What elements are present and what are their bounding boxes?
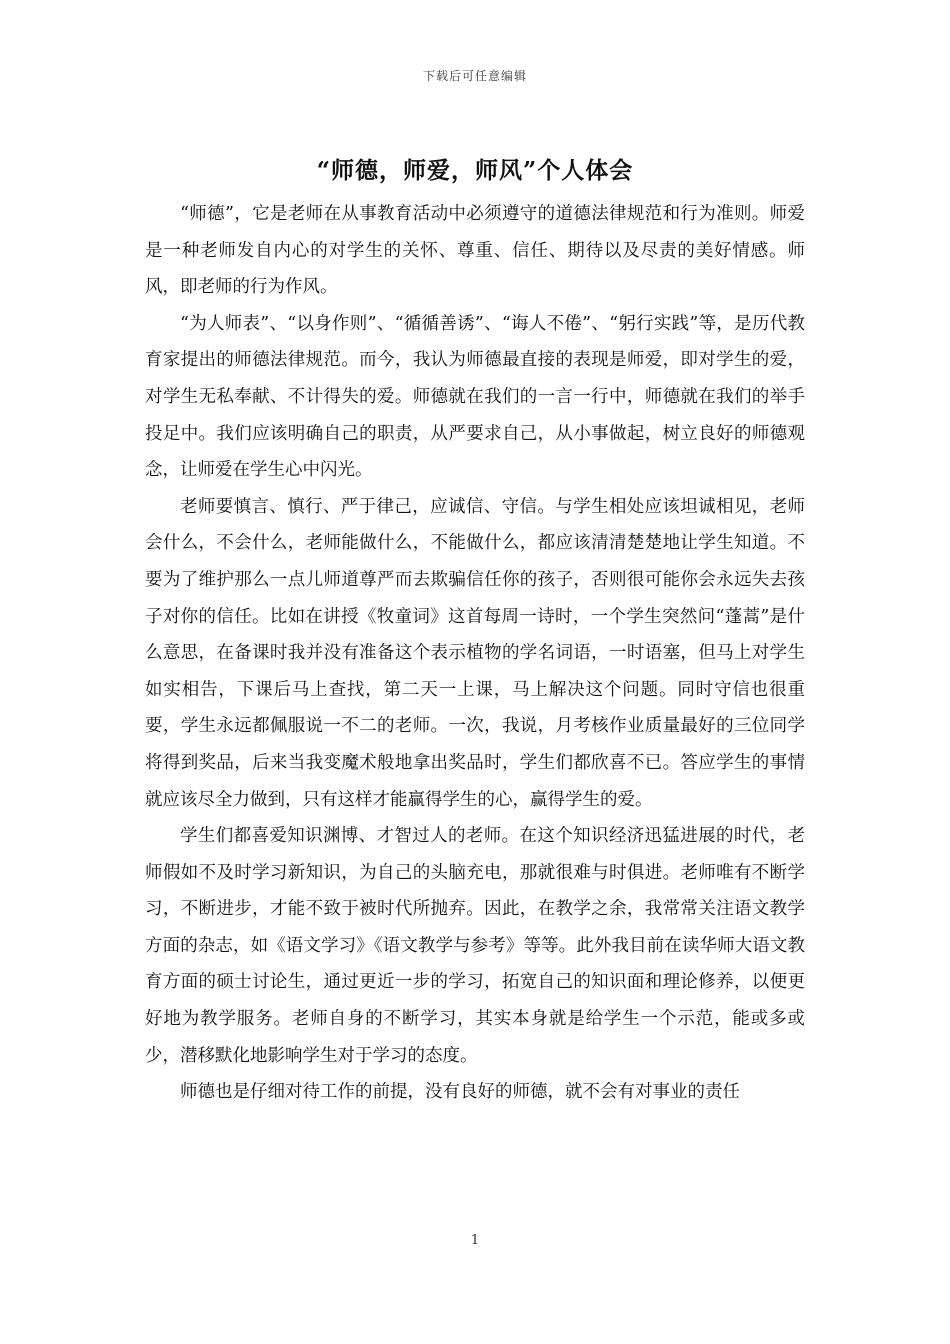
paragraph: 师德也是仔细对待工作的前提，没有良好的师德，就不会有对事业的责任 <box>180 1082 740 1103</box>
paragraph: “为人师表”、“以身作则”、“循循善诱”、“诲人不倦”、“躬行实践”等，是历代教育家提出的师德法律规范。而今，我认为师德最直接的表现是师爱，即对学生的爱，对学生无私奉献、不计得失的爱。师德就在我们的一言一行中，师德就在我们的举手投足中。我们应该明确自己的职责，从严要求自己，从小事做起，树立良好的师德观念，让师爱在学生心中闪光。 <box>145 313 805 481</box>
page-number: 1 <box>470 1233 480 1248</box>
paragraph: 学生们都喜爱知识渊博、才智过人的老师。在这个知识经济迅猛进展的时代，老师假如不及时学习新知识，为自己的头脑充电，那就很难与时俱进。老师唯有不断学习，不断进步，才能不致于被时代所抛弃。因此，在教学之余，我常常关注语文教学方面的杂志，如《语文学习》《语文教学与参考》等等。此外我目前在读华师大语文教育方面的硕士讨论生，通过更近一步的学习，拓宽自己的知识面和理论修养，以便更好地为教学服务。老师自身的不断学习，其实本身就是给学生一个示范，能或多或少，潜移默化地影响学生对于学习的态度。 <box>145 826 805 1066</box>
document-title: “师德，师爱，师风”个人体会 <box>316 157 634 184</box>
document-body <box>145 196 805 1111</box>
paragraph: 老师要慎言、慎行、严于律己，应诚信、守信。与学生相处应该坦诚相见，老师会什么，不会什么，老师能做什么，不能做什么，都应该清清楚楚地让学生知道。不要为了维护那么一点儿师道尊严而去欺骗信任你的孩子，否则很可能你会永远失去孩子对你的信任。比如在讲授《牧童词》这首每周一诗时，一个学生突然问“蓬蒿”是什么意思，在备课时我并没有准备这个表示植物的学名词语，一时语塞，但马上对学生如实相告，下课后马上查找，第二天一上课，马上解决这个问题。同时守信也很重要，学生永远都佩服说一不二的老师。一次，我说，月考核作业质量最好的三位同学将得到奖品，后来当我变魔术般地拿出奖品时，学生们都欣喜不已。答应学生的事情就应该尽全力做到，只有这样才能赢得学生的心，赢得学生的爱。 <box>145 496 805 810</box>
paragraph: “师德”，它是老师在从事教育活动中必须遵守的道德法律规范和行为准则。师爱是一种老师发自内心的对学生的关怀、尊重、信任、期待以及尽责的美好情感。师风，即老师的行为作风。 <box>145 204 805 298</box>
header-note: 下载后可任意编辑 <box>422 69 527 83</box>
